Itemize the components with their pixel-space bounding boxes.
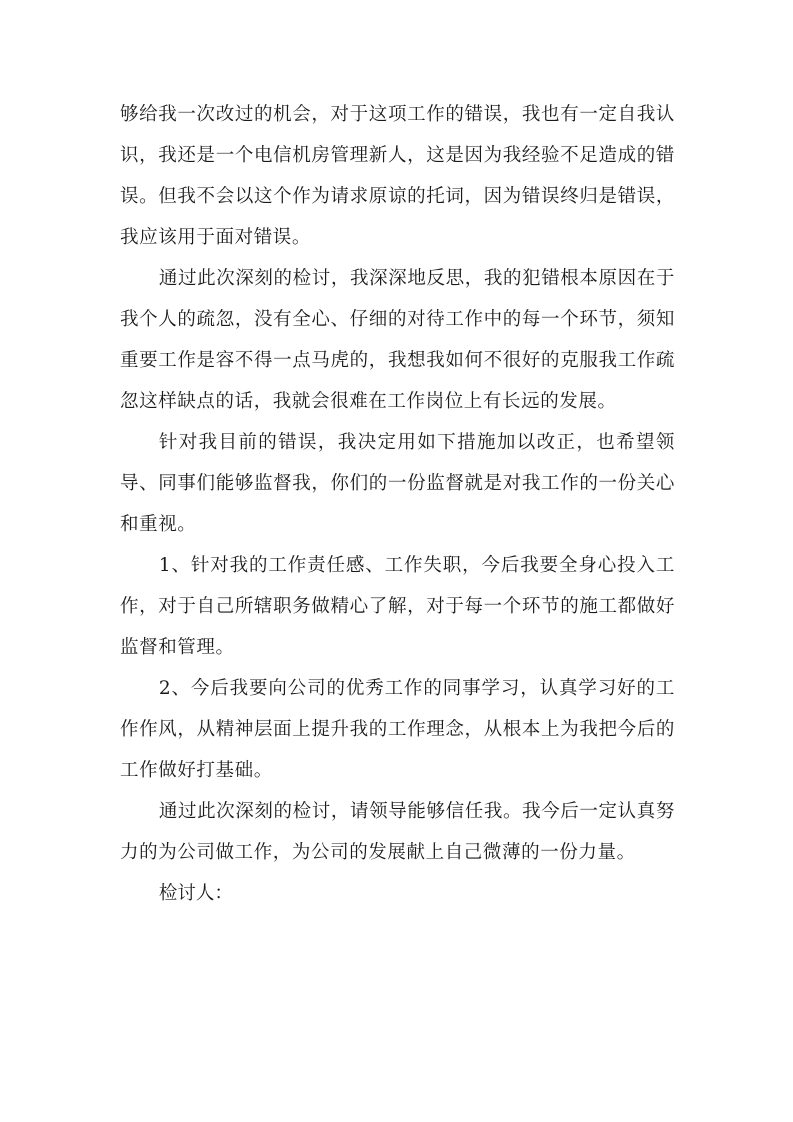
paragraph-reflection: 通过此次深刻的检讨，我深深地反思，我的犯错根本原因在于我个人的疏忽，没有全心、仔细的对待工作中的每一个环节，须知重要工作是容不得一点马虎的，我想我如何不很好的克服我工作疏忽这样缺点的话，我就会很难在工作岗位上有长远的发展。 <box>120 268 675 412</box>
document-body <box>120 94 675 914</box>
signature-label: 检讨人： <box>158 883 233 904</box>
paragraph-continuation: 够给我一次改过的机会，对于这项工作的错误，我也有一定自我认识，我还是一个电信机房管理新人，这是因为我经验不足造成的错误。但我不会以这个作为请求原谅的托词，因为错误终归是错误，我应该用于面对错误。 <box>120 104 675 248</box>
paragraph-measures-intro: 针对我目前的错误，我决定用如下措施加以改正，也希望领导、同事们能够监督我，你们的一份监督就是对我工作的一份关心和重视。 <box>120 432 675 535</box>
paragraph-conclusion: 通过此次深刻的检讨，请领导能够信任我。我今后一定认真努力的为公司做工作，为公司的发展献上自己微薄的一份力量。 <box>120 801 675 863</box>
paragraph-measure-2: 2、今后我要向公司的优秀工作的同事学习，认真学习好的工作作风，从精神层面上提升我的工作理念，从根本上为我把今后的工作做好打基础。 <box>120 678 675 781</box>
paragraph-measure-1: 1、针对我的工作责任感、工作失职，今后我要全身心投入工作，对于自己所辖职务做精心了解，对于每一个环节的施工都做好监督和管理。 <box>120 555 675 658</box>
